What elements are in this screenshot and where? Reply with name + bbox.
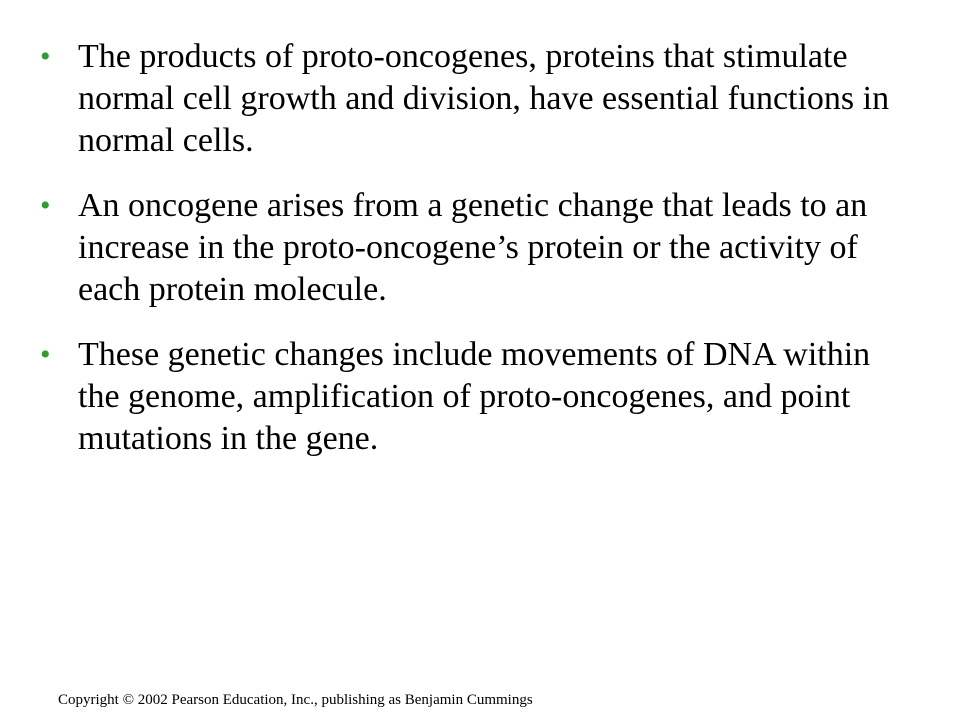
bullet-item-oncogene-origin: [40, 185, 920, 311]
bullet-marker: •: [40, 338, 51, 371]
copyright-footer: Copyright © 2002 Pearson Education, Inc., publishing as Benjamin Cummings: [58, 692, 533, 708]
bullet-text: These genetic changes include movements of DNA within the genome, amplification of proto-oncogenes, and point mutations in the gene.: [78, 336, 871, 457]
bullet-item-genetic-changes: [40, 334, 920, 460]
bullet-text: The products of proto-oncogenes, proteins that stimulate normal cell growth and division, have essential functions in normal cells.: [78, 38, 890, 159]
bullet-marker: •: [40, 40, 51, 73]
bullet-item-proto-oncogene-products: [40, 36, 920, 162]
bullet-list: [40, 36, 920, 483]
bullet-marker: •: [40, 189, 51, 222]
bullet-text: An oncogene arises from a genetic change that leads to an increase in the proto-oncogene’s protein or the activity of each protein molecule.: [78, 187, 868, 308]
